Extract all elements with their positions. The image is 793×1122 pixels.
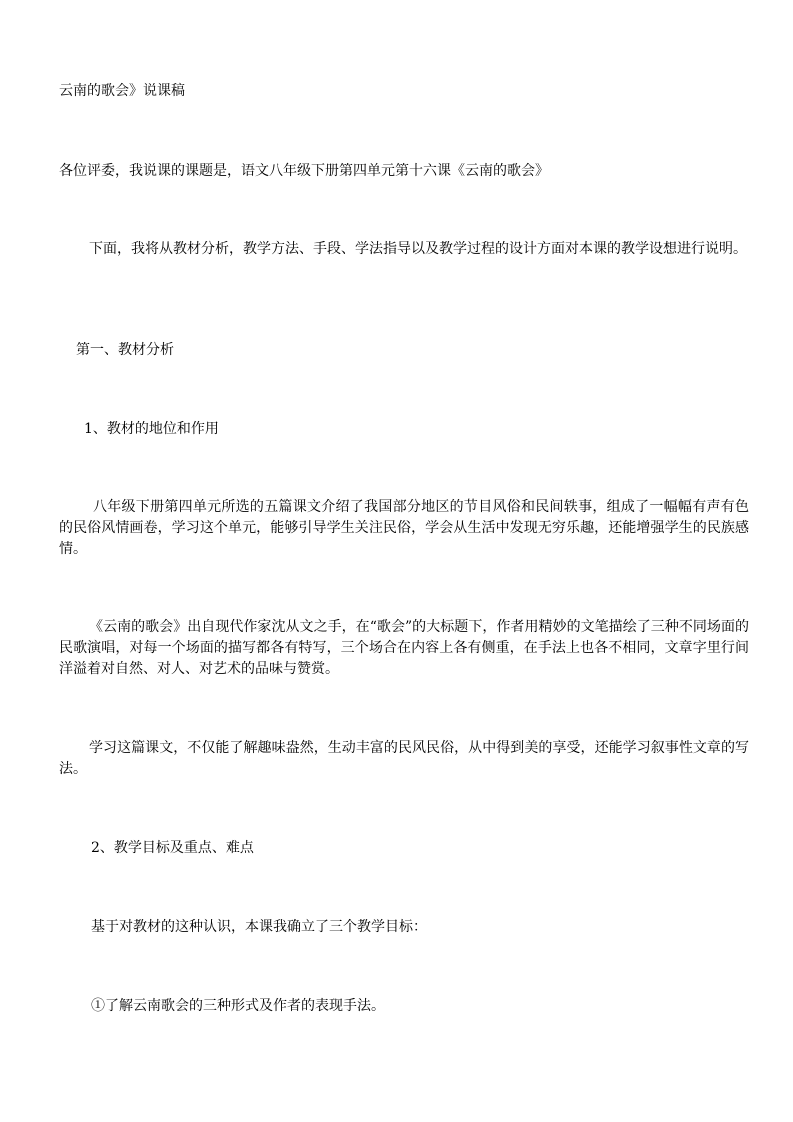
learning-value-paragraph: 学习这篇课文，不仅能了解趣味盎然，生动丰富的民风民俗，从中得到美的享受，还能学习叙事性文章的写法。	[59, 740, 749, 777]
intro-paragraph: 各位评委，我说课的课题是，语文八年级下册第四单元第十六课《云南的歌会》	[59, 163, 549, 179]
subheading-position-and-role: 1、教材的地位和作用	[84, 421, 219, 437]
document-title: 云南的歌会》说课稿	[59, 83, 185, 99]
goals-intro-paragraph: 基于对教材的这种认识，本课我确立了三个教学目标：	[91, 919, 427, 935]
unit-description-paragraph: 八年级下册第四单元所选的五篇课文介绍了我国部分地区的节目风俗和民间轶事，组成了一幅幅有声有色的民俗风情画卷，学习这个单元，能够引导学生关注民俗，学会从生活中发现无穷乐趣，还能增强学生的民族感情。	[59, 499, 749, 557]
text-description-paragraph: 《云南的歌会》出自现代作家沈从文之手，在“歌会”的大标题下，作者用精妙的文笔描绘了三种不同场面的民歌演唱，对每一个场面的描写都各有特写，三个场合在内容上各有侧重，在手法上也各不相同，文章字里行间洋溢着对自然、对人、对艺术的品味与赞赏。	[59, 619, 749, 677]
goal-item-1: ①了解云南歌会的三种形式及作者的表现手法。	[91, 998, 385, 1014]
subheading-goals-and-difficulties: 2、教学目标及重点、难点	[91, 840, 254, 856]
section-heading-textbook-analysis: 第一、教材分析	[76, 342, 174, 358]
outline-paragraph: 下面，我将从教材分析，教学方法、手段、学法指导以及教学过程的设计方面对本课的教学设想进行说明。	[89, 241, 747, 257]
